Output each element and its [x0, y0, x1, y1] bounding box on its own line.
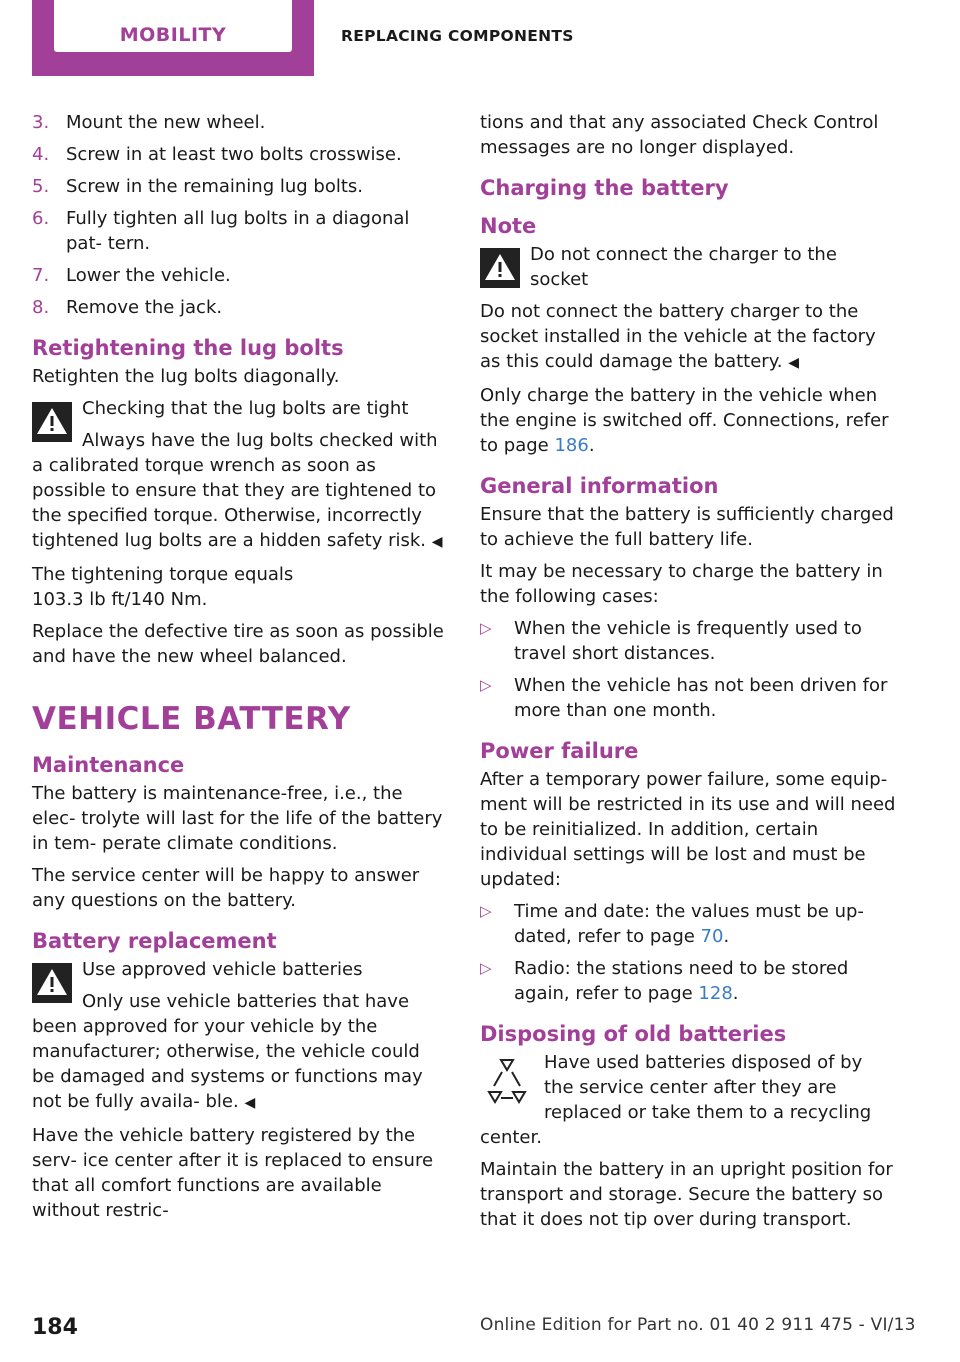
- warning-triangle-icon: [480, 248, 520, 288]
- continued-text: tions and that any associated Check Control messages are no longer displayed.: [480, 112, 879, 158]
- retighten-text: Retighten the lug bolts diagonally.: [32, 366, 340, 387]
- charge-text: Only charge the battery in the vehicle when the engine is switched off. Connections, refer to page 186.: [480, 385, 889, 456]
- list-item: ▷ Time and date: the values must be up‐ dated, refer to page 70.: [480, 901, 864, 947]
- warning-triangle-icon: [32, 963, 72, 1003]
- note-heading: Note: [480, 214, 537, 238]
- warning-lug-bolts: [32, 396, 446, 555]
- torque-text: The tightening torque equals 103.3 lb ft/140 Nm.: [32, 564, 294, 610]
- list-item: ▷ When the vehicle has not been driven for more than one month.: [480, 675, 888, 721]
- page-link[interactable]: 128: [698, 983, 733, 1004]
- warning-approved-batteries: [32, 957, 446, 1116]
- header-tab-label: MOBILITY: [119, 24, 227, 46]
- header-tab-inner: [54, 0, 292, 52]
- list-item: 4. Screw in at least two bolts crosswise.: [32, 144, 402, 165]
- service-text: The service center will be happy to answer any questions on the battery.: [32, 865, 420, 911]
- replacement-heading: Battery replacement: [32, 929, 277, 953]
- dispose-text: Have used batteries disposed of by the service center after they are replaced or take them to a recycling center.: [480, 1052, 872, 1148]
- page-link[interactable]: 186: [554, 435, 589, 456]
- warning-title: Use approved vehicle batteries: [82, 959, 363, 980]
- bullet-triangle-icon: ▷: [480, 676, 492, 694]
- list-item: ▷ Radio: the stations need to be stored again, refer to page 128.: [480, 958, 849, 1004]
- dispose-heading: Disposing of old batteries: [480, 1022, 787, 1046]
- maintenance-heading: Maintenance: [32, 753, 185, 777]
- cases-list: [480, 616, 896, 723]
- list-item: 8. Remove the jack.: [32, 297, 223, 318]
- maintenance-text: The battery is maintenance-free, i.e., the elec‐ trolyte will last for the life of the battery in tem‐ perate climate conditions.: [32, 783, 443, 854]
- warning-text: Do not connect the battery charger to the socket installed in the vehicle at the factory as this could damage the battery. ◀: [480, 301, 876, 372]
- warning-text: Only use vehicle batteries that have been approved for your vehicle by the manufacturer; otherwise, the vehicle could be damaged and systems or functions may not be fully availa‐ ble. ◀: [32, 991, 423, 1112]
- charging-heading: Charging the battery: [480, 176, 729, 200]
- list-item: 6. Fully tighten all lug bolts in a diagonal pat‐ tern.: [32, 208, 410, 254]
- page-number: 184: [32, 1315, 78, 1340]
- warning-title: Do not connect the charger to the socket: [530, 244, 837, 290]
- general-heading: General information: [480, 474, 719, 498]
- list-item: 3. Mount the new wheel.: [32, 112, 266, 133]
- recycling-note: [480, 1050, 896, 1150]
- header-section-title: REPLACING COMPONENTS: [341, 27, 574, 45]
- bullet-triangle-icon: ▷: [480, 619, 492, 637]
- register-text: Have the vehicle battery registered by the serv‐ ice center after it is replaced to ensure that all comfort functions are available without restric‐: [32, 1125, 434, 1221]
- recycle-icon: [480, 1054, 534, 1108]
- power-text: After a temporary power failure, some equip‐ ment will be restricted in its use and will need to be reinitialized. In addition, certain individual settings will be lost and must be updated:: [480, 769, 896, 890]
- replace-text: Replace the defective tire as soon as possible and have the new wheel balanced.: [32, 621, 444, 667]
- right-column: [480, 110, 896, 1239]
- warning-title: Checking that the lug bolts are tight: [82, 398, 409, 419]
- list-item: 7. Lower the vehicle.: [32, 265, 231, 286]
- bullet-triangle-icon: ▷: [480, 959, 492, 977]
- power-heading: Power failure: [480, 739, 639, 763]
- page-link[interactable]: 70: [700, 926, 724, 947]
- warning-socket: [480, 242, 896, 376]
- retighten-heading: Retightening the lug bolts: [32, 336, 344, 360]
- list-item: 5. Screw in the remaining lug bolts.: [32, 176, 363, 197]
- header-tab: [32, 0, 314, 76]
- warning-text: Always have the lug bolts checked with a calibrated torque wrench as soon as possible to ensure that they are tightened to the specified torque. Otherwise, incorrectly tightened lug bolts are a hidden safety risk. ◀: [32, 430, 443, 551]
- power-list: [480, 899, 896, 1006]
- bullet-triangle-icon: ▷: [480, 902, 492, 920]
- footer-edition: Online Edition for Part no. 01 40 2 911 475 - VI/13: [480, 1315, 916, 1335]
- list-item: ▷ When the vehicle is frequently used to travel short distances.: [480, 618, 862, 664]
- left-column: [32, 110, 446, 1230]
- maintain-text: Maintain the battery in an upright position for transport and storage. Secure the battery so that it does not tip over during transport.: [480, 1159, 893, 1230]
- battery-heading: VEHICLE BATTERY: [32, 701, 351, 737]
- steps-list: [32, 110, 446, 320]
- general-text: Ensure that the battery is sufficiently charged to achieve the full battery life.: [480, 504, 894, 550]
- warning-triangle-icon: [32, 402, 72, 442]
- necessary-text: It may be necessary to charge the battery in the following cases:: [480, 561, 883, 607]
